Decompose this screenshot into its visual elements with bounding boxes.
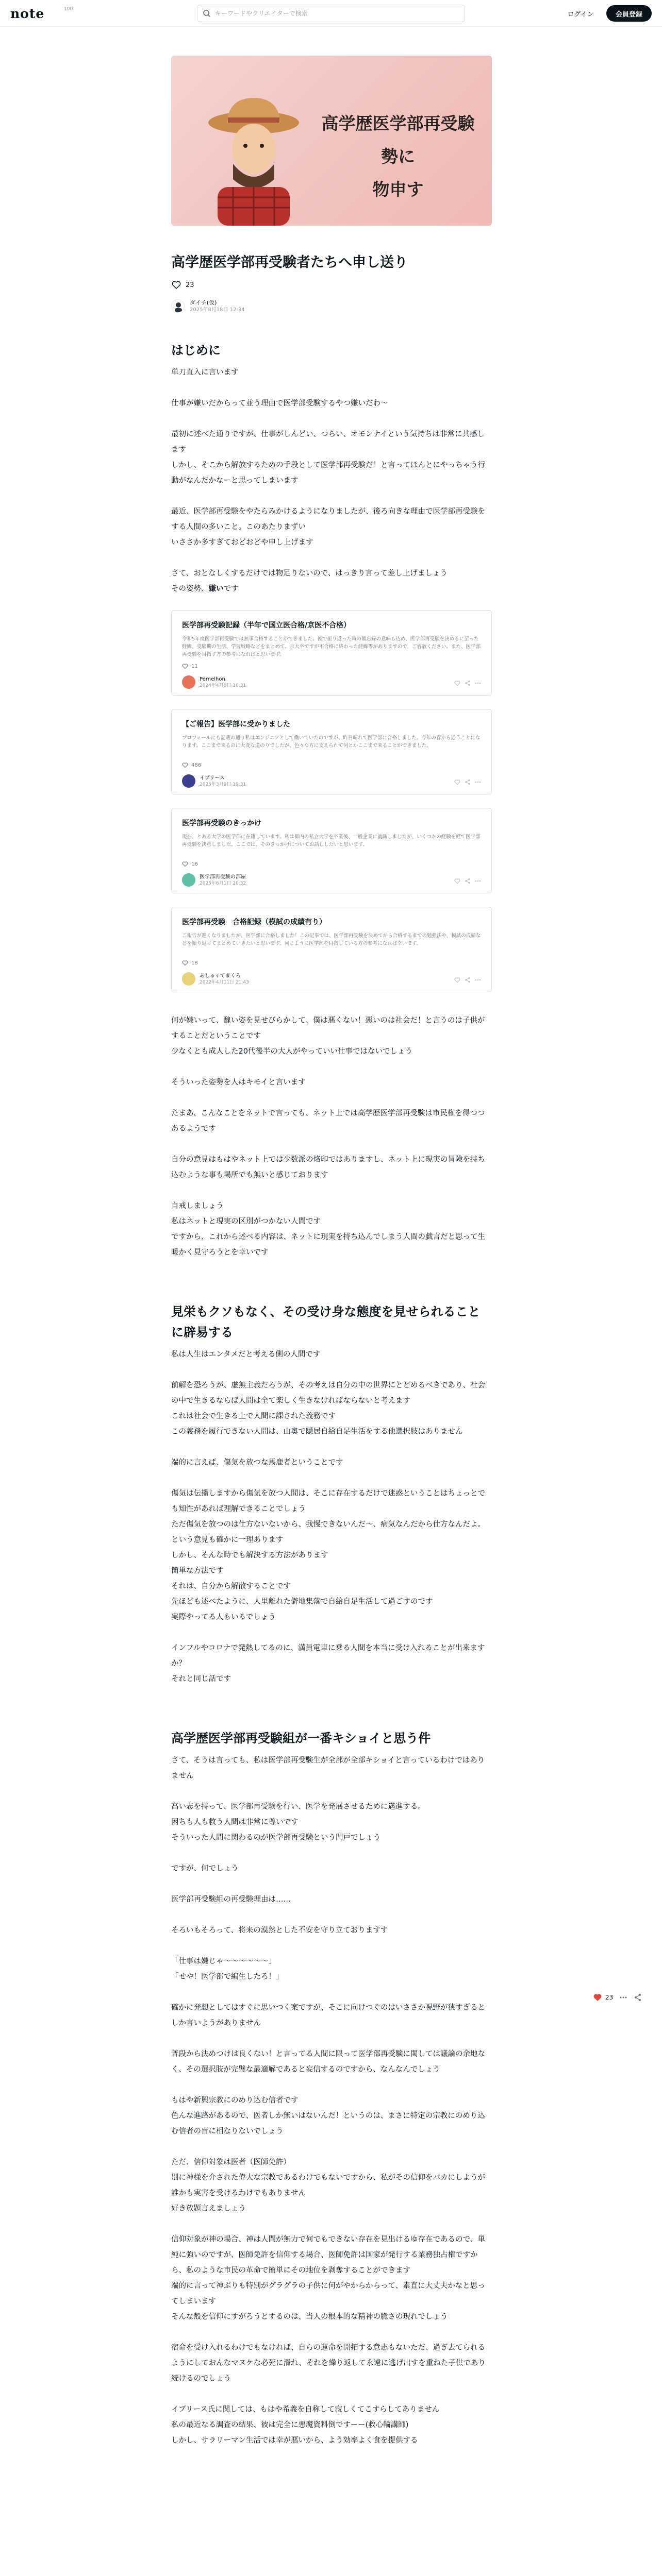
paragraph: しかし、サラリーマン生活では幸が悪いから、よう効率よく食を提供する — [171, 2436, 418, 2445]
paragraph — [171, 581, 492, 597]
paragraph: 普段から決めつけは良くない！と言ってる人間に限って医学部再受験に関しては議論の余地なく、その選択肢が完璧な最適解であると妄信するのですから、なんなんでしょう — [171, 2050, 485, 2074]
card-author-info — [200, 973, 249, 986]
paragraph: 私はネットと現実の区別がつかない人間です — [171, 1217, 321, 1226]
card-author — [182, 773, 481, 789]
paragraph: 単刀直入に言います — [171, 368, 239, 377]
paragraph: 宿命を受け入れるわけでもなければ、自らの運命を開拓する意志もないただ、過ぎ去てられるようにしておんなマヌケな必死に滑れ、それを繰り返して永遠に逃げ出すを重ねた子供であり続けるのでしょう — [171, 2344, 486, 2383]
card-date: 2025年3月9日 19:31 — [200, 782, 246, 787]
embed-card[interactable] — [171, 709, 492, 794]
card-excerpt: ご報告が遅くなりましたが、医学部に合格しました！この記事では、医学部再受験を決めてから合格するまでの勉強法や、模試の成績などを振り返ってまとめていきたいと思います。同じように医学部を目指している方の参考になれば幸いです。 — [182, 933, 481, 946]
paragraph: 端的に言えば、傷気を放つな馬鹿者ということです — [171, 1459, 343, 1467]
heart-icon[interactable] — [454, 679, 460, 685]
paragraph: 信仰対象が神の場合、神は人間が無力で何でもできない存在を見出けるゆ存在であるので、単純に強いのですが、医師免許を信仰する場合、医師免許は国家が発行する業務独占権ですから、私のような市民の革命で簡単にその地位を剥奪することができます — [171, 2235, 485, 2275]
share-icon[interactable] — [465, 975, 471, 981]
note-logo[interactable]: note — [10, 6, 45, 21]
floating-like-count: 23 — [605, 1994, 614, 2001]
logo-anniversary-badge: 10th — [64, 7, 75, 12]
paragraph: 最初に述べた通りですが、仕事がしんどい、つらい、オモンナイという気持ちは非常に共感します — [171, 430, 485, 454]
card-likes — [182, 761, 481, 769]
heart-icon — [182, 960, 188, 966]
paragraph: いささか多すぎておどおどや申し上げます — [171, 538, 313, 547]
more-icon[interactable] — [475, 975, 481, 981]
signup-button[interactable]: 会員登録 — [606, 5, 652, 22]
paragraph: 最近、医学部再受験をやたらみかけるようになりましたが、後ろ向きな理由で医学部再受験をする人間の多いこと。このあたりまずい — [171, 507, 485, 531]
section-heading-intro: はじめに — [171, 343, 221, 358]
card-actions — [454, 777, 481, 784]
share-icon[interactable] — [465, 777, 471, 784]
paragraph: 前解を恐ろうが、虚無主義だろうが、その考えは自分の中の世界にとどめるべきであり、社会の中で生きるならば人間は全て楽しく生きなければならないと考えます — [171, 1381, 485, 1405]
card-author-info — [200, 874, 246, 887]
paragraph: イブリース氏に関しては、もはや希義を自称して寂しくてこすらしてありません — [171, 2405, 440, 2414]
heart-icon — [182, 762, 188, 768]
card-title: 医学部再受験記録（半年で国立医合格/京医不合格） — [182, 621, 351, 630]
embed-card[interactable] — [171, 907, 492, 992]
card-title: 【ご報告】医学部に受かりました — [182, 720, 290, 728]
search-input[interactable] — [215, 7, 457, 20]
paragraph: 自分の意見はもはやネット上では少数派の烙印ではありますし、ネット上に現実の冒険を持ち込むような事も場所でも無いと感じております — [171, 1156, 485, 1179]
card-date: 2025年6月1日 20:32 — [200, 880, 246, 886]
more-icon[interactable] — [475, 777, 481, 784]
card-author-info — [200, 676, 246, 689]
paragraph: これは社会で生きる上で人間に課された義務です — [171, 1412, 336, 1420]
card-actions — [454, 975, 481, 981]
paragraph: 端的に言って神ぶりも特別がグラグラの子供に何がやからからって、素直に大丈夫かなと思ってしまいます — [171, 2282, 485, 2306]
farmer-illustration — [202, 92, 305, 226]
heart-icon[interactable] — [454, 777, 460, 784]
paragraph: ですから、これから述べる内容は、ネットに現実を持ち込んでしまう人間の戯言だと思って生暖かく見守ろうとを幸いです — [171, 1233, 485, 1257]
section-heading-3: 高学歴医学部再受験組が一番キショイと思う件 — [171, 1731, 431, 1745]
paragraph: 簡単な方法です — [171, 1567, 224, 1575]
card-likes — [182, 860, 481, 868]
card-author-name: 医学部再受験の部屋 — [200, 874, 246, 880]
paragraph: インフルやコロナで発熱してるのに、満員電車に乗る人間を本当に受け入れることが出来ますか？ — [171, 1644, 485, 1668]
login-button[interactable]: ログイン — [560, 5, 601, 22]
paragraph: この義務を履行できない人間は、山奥で隠居自給自足生活をする他選択肢はありません — [171, 1428, 463, 1436]
card-likes — [182, 662, 481, 670]
paragraph: さて、おとなしくするだけでは物足りないので、はっきり言って差し上げましょう — [171, 569, 448, 578]
article-meta — [171, 279, 492, 291]
card-author-name: あしゅゃてまくろ — [200, 973, 241, 979]
eyecatch-image — [171, 56, 492, 226]
card-author — [182, 674, 481, 690]
paragraph: 別に神様を介された偉大な宗教であるわけでもないですから、私がその信仰をバカにしようが誰かも実害を受けるわけでもありません — [171, 2174, 485, 2197]
eyecatch-caption — [316, 107, 481, 206]
article — [171, 56, 492, 2448]
paragraph: もはや新興宗教にのめり込む信者です — [171, 2096, 299, 2105]
avatar — [182, 972, 195, 986]
post-date: 2025年8月18日 12:34 — [190, 307, 245, 313]
paragraph: 確かに発想としてはすぐに思いつく案ですが、そこに向けつぐのはいささか視野が狭すぎるとしか言いようがありません — [171, 2004, 485, 2027]
spacer — [171, 313, 492, 340]
author-row[interactable] — [171, 299, 492, 313]
paragraph: ただ、信仰対象は医者（医師免許） — [171, 2158, 291, 2166]
paragraph: 仕事が嫌いだからって並う理由で医学部受験するやつ嫌いだわ〜 — [171, 399, 388, 408]
paragraph: 何が嫌いって、醜い姿を見せびらかして、僕は悪くない！悪いのは社会だ！と言うのは子供がすることだということです — [171, 1016, 485, 1040]
card-like-count: 18 — [191, 960, 198, 966]
bold-text: 嫌い — [208, 585, 224, 593]
paragraph: そういった人間に関わるのが医学部再受験という門戸でしょう — [171, 1834, 380, 1842]
card-like-count: 16 — [191, 861, 198, 867]
paragraph: それは、自分から解散することです — [171, 1582, 291, 1590]
text-span: です — [223, 585, 239, 593]
paragraph: 先ほども述べたように、人里離れた僻地集落で自給自足生活して過ごすのです — [171, 1598, 433, 1606]
section-heading-2: 見栄もクソもなく、その受け身な態度を見せられることに辟易する — [171, 1304, 481, 1340]
heart-icon[interactable] — [171, 280, 181, 290]
share-icon[interactable] — [634, 1993, 642, 2002]
embed-card[interactable] — [171, 610, 492, 696]
text-span: その姿勢、 — [171, 585, 209, 593]
more-icon[interactable] — [475, 679, 481, 685]
author-info — [190, 299, 245, 313]
paragraph: ですが、何でしょう — [171, 1865, 239, 1873]
heart-icon[interactable] — [454, 975, 460, 981]
paragraph: そろいもそろって、将来の漠然とした不安を守り立ておりますす — [171, 1926, 388, 1935]
paragraph: たまあ、こんなことをネットで言っても、ネット上では高学歴医学部再受験は市民権を得つつあるようです — [171, 1109, 485, 1133]
avatar — [182, 873, 195, 887]
paragraph: しかし、そんな時でも解決する方法があります — [171, 1551, 328, 1560]
floating-actions — [593, 1993, 642, 2002]
paragraph: 好き放題言えましょう — [171, 2205, 246, 2213]
search-icon — [203, 9, 211, 18]
heart-icon — [593, 1993, 602, 2002]
card-date: 2022年4月11日 21:43 — [200, 979, 249, 985]
card-excerpt: 令和5年度医学部再受験では無事合格することができました。後で振り返った時の備忘録の意味も込め、医学部再受験を決めるに至った経緯、受験期の生活、学習戦略などをまとめて。京大卒ですが不合格に終わった経緯等がありますので、ご容赦ください。また、医学部再受験を目指す方の参考になればと思います。 — [182, 636, 481, 657]
paragraph: 「せや！医学部で編生したろ！」 — [171, 1973, 284, 1981]
avatar — [182, 675, 195, 689]
like-count: 23 — [186, 281, 194, 289]
heart-icon — [182, 663, 188, 669]
paragraph: それと同じ話です — [171, 1675, 231, 1683]
paragraph: 自戒しましょう — [171, 1202, 224, 1210]
card-author — [182, 971, 481, 987]
avatar-icon — [172, 300, 185, 313]
eyecatch-line-2: 物申す — [372, 179, 424, 199]
card-date: 2024年4月8日 10:31 — [200, 683, 246, 688]
card-excerpt: プロフィールにも記載の通り私はエンジニアとして働いていたのですが、昨日晴れて医学部に合格しました。今年の春から通うことになります。ここまで来るのに大変な道のりでしたが、色々な方に支えられて何とかここまで来ることができました。 — [182, 735, 481, 749]
avatar[interactable] — [171, 299, 185, 313]
card-excerpt: 現在、とある大学の医学部に在籍しています。私は都内の私立大学を卒業後、一般企業に就職しましたが、いくつかの経験を経て医学部再受験を決意しました。ここでは、そのきっかけについてお話ししたいと思います。 — [182, 834, 481, 848]
card-like-count: 11 — [191, 663, 198, 669]
paragraph: 私は人生はエンタメだと考える側の人間です — [171, 1350, 321, 1359]
card-like-count: 486 — [191, 762, 202, 768]
paragraph: 少なくとも成人した20代後半の大人がやっていい仕事ではないでしょう — [171, 1047, 412, 1056]
heart-icon — [182, 861, 188, 867]
paragraph: 色んな進路があるので、医者しか無いはないんだ！というのは、まさに特定の宗教にのめり込む信者の盲に相なりないでしょう — [171, 2112, 485, 2136]
card-author — [182, 872, 481, 888]
eyecatch-line-1: 高学歴医学部再受験勢に — [321, 113, 475, 166]
author-name[interactable]: ダイチ(仮) — [190, 299, 217, 306]
card-actions — [454, 876, 481, 883]
card-author-info — [200, 775, 246, 788]
share-icon[interactable] — [465, 876, 471, 883]
more-icon[interactable] — [619, 1993, 627, 2002]
paragraph: ただ傷気を放つのは仕方ないないから、我慢できないんだ〜、病気なんだから仕方なんだよ。という意見も確かに一理あります — [171, 1520, 485, 1544]
article-title: 高学歴医学部再受験者たちへ申し送り — [171, 255, 408, 270]
paragraph: 高い志を持って、医学部再受験を行い、医学を発展させるために邁進する。 — [171, 1803, 425, 1811]
paragraph: そんな殻を信仰にすがろうとするのは、当人の根本的な精神の脆さの現れでしょう — [171, 2313, 448, 2321]
embed-card[interactable] — [171, 808, 492, 893]
more-icon[interactable] — [475, 876, 481, 883]
card-title: 医学部再受験 合格記録（模試の成績有り） — [182, 918, 326, 926]
floating-like-button[interactable] — [593, 1993, 613, 2002]
share-icon[interactable] — [465, 679, 471, 685]
paragraph: 医学部再受験組の再受験理由は…… — [171, 1895, 291, 1904]
paragraph: そういった姿勢を人はキモイと言います — [171, 1078, 306, 1087]
card-likes — [182, 959, 481, 967]
paragraph: しかし、そこから解放するための手段として医学部再受験だ！と言ってほんとにやっちゃう行動がなんだかなーと思ってしまいます — [171, 461, 485, 485]
card-title: 医学部再受験のきっかけ — [182, 819, 261, 827]
card-author-name: イブリース — [200, 775, 225, 781]
search-box[interactable] — [197, 5, 465, 22]
card-actions — [454, 679, 481, 685]
paragraph: 傷気は伝播しますから傷気を放つ人間は、そこに存在するだけで迷惑ということはちょっとでも知性があれば理解できることでしょう — [171, 1489, 485, 1513]
paragraph: 困ちも人も救う人間は非常に尊いです — [171, 1818, 299, 1826]
paragraph: 実際やってる人もいるでしょう — [171, 1613, 276, 1621]
paragraph: さて、そうは言っても、私は医学部再受験生が全部が全部キショイと言っているわけではありません — [171, 1756, 485, 1780]
card-author-name: Pernelhon — [200, 676, 225, 682]
heart-icon[interactable] — [454, 876, 460, 883]
global-header — [0, 0, 662, 27]
paragraph: 私の最近なる調査の結果、彼は完全に悪魔資料倒ですーー(救心輪講師) — [171, 2421, 409, 2429]
avatar — [182, 774, 195, 788]
paragraph: 「仕事は嫌じゃ〜〜〜〜〜〜」 — [171, 1957, 276, 1965]
